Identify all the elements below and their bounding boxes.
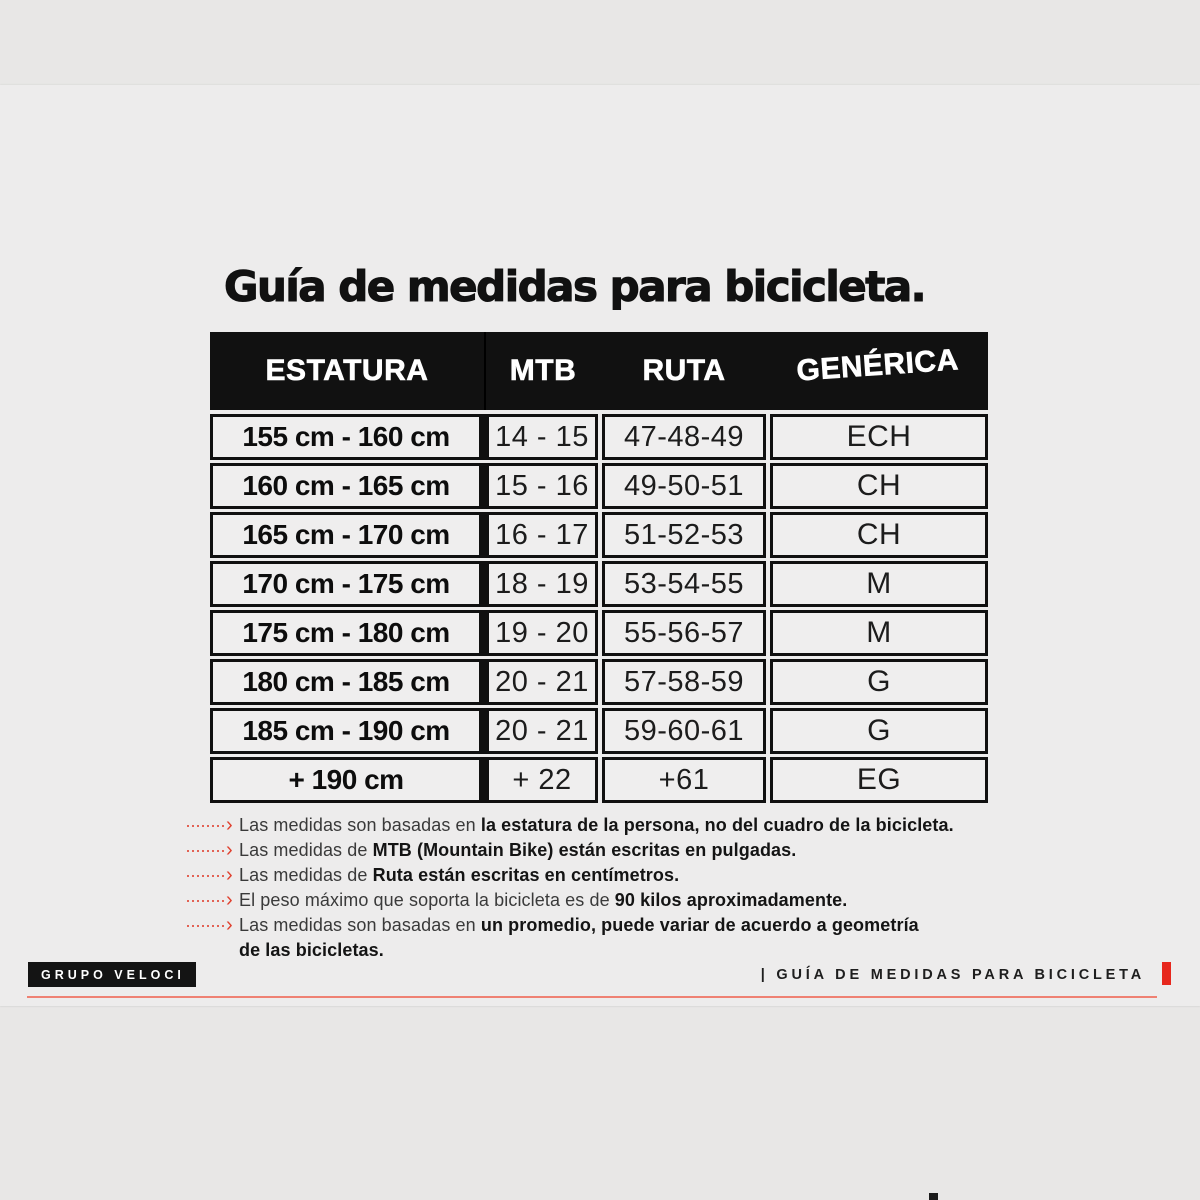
cell-mtb: + 22 bbox=[486, 757, 598, 803]
dotted-line-icon bbox=[187, 825, 225, 827]
column-header-estatura: ESTATURA bbox=[210, 332, 486, 410]
dotted-line-icon bbox=[187, 875, 225, 877]
note-text: Las medidas de MTB (Mountain Bike) están escritas en pulgadas. bbox=[239, 840, 797, 860]
cell-estatura: 155 cm - 160 cm bbox=[210, 414, 482, 460]
cell-estatura: + 190 cm bbox=[210, 757, 482, 803]
cell-estatura: 185 cm - 190 cm bbox=[210, 708, 482, 754]
cell-estatura: 165 cm - 170 cm bbox=[210, 512, 482, 558]
table-row bbox=[210, 659, 988, 705]
dotted-line-icon bbox=[187, 850, 225, 852]
chevron-right-icon: › bbox=[226, 814, 233, 836]
arrow-bullet-icon bbox=[187, 891, 239, 909]
cell-estatura: 170 cm - 175 cm bbox=[210, 561, 482, 607]
cell-mtb: 16 - 17 bbox=[486, 512, 598, 558]
cell-ruta: 49-50-51 bbox=[602, 463, 766, 509]
table-row bbox=[210, 463, 988, 509]
column-header-ruta: RUTA bbox=[642, 354, 726, 387]
cell-ruta: 57-58-59 bbox=[602, 659, 766, 705]
note-text: Las medidas son basadas en un promedio, puede variar de acuerdo a geometría de las bicicletas. bbox=[239, 915, 919, 960]
cell-generica: EG bbox=[770, 757, 988, 803]
cell-mtb: 20 - 21 bbox=[486, 659, 598, 705]
cell-generica: CH bbox=[770, 512, 988, 558]
cell-generica: ECH bbox=[770, 414, 988, 460]
cell-ruta: 55-56-57 bbox=[602, 610, 766, 656]
note-item bbox=[187, 863, 1087, 888]
cell-mtb: 18 - 19 bbox=[486, 561, 598, 607]
cell-generica: M bbox=[770, 610, 988, 656]
cell-ruta: 47-48-49 bbox=[602, 414, 766, 460]
arrow-bullet-icon bbox=[187, 916, 239, 934]
note-item bbox=[187, 813, 1087, 838]
table-row bbox=[210, 708, 988, 754]
column-header-generica: GENÉRICA bbox=[795, 343, 960, 388]
chevron-right-icon: › bbox=[226, 839, 233, 861]
dotted-line-icon bbox=[187, 925, 225, 927]
table-row bbox=[210, 561, 988, 607]
cell-generica: M bbox=[770, 561, 988, 607]
table-row bbox=[210, 414, 988, 460]
note-text: Las medidas son basadas en la estatura de la persona, no del cuadro de la bicicleta. bbox=[239, 815, 954, 835]
cell-ruta: 59-60-61 bbox=[602, 708, 766, 754]
chevron-right-icon: › bbox=[226, 889, 233, 911]
page-title: Guía de medidas para bicicleta. bbox=[224, 262, 926, 311]
footer-caption: | GUÍA DE MEDIDAS PARA BICICLETA bbox=[760, 967, 1145, 983]
notes-list bbox=[187, 813, 1087, 963]
cell-generica: CH bbox=[770, 463, 988, 509]
note-item bbox=[187, 838, 1087, 863]
cell-ruta: 53-54-55 bbox=[602, 561, 766, 607]
cell-mtb: 15 - 16 bbox=[486, 463, 598, 509]
note-text: El peso máximo que soporta la bicicleta es de 90 kilos aproximadamente. bbox=[239, 890, 848, 910]
dotted-line-icon bbox=[187, 900, 225, 902]
cell-generica: G bbox=[770, 659, 988, 705]
red-accent-mark bbox=[1162, 962, 1171, 985]
bike-size-table bbox=[210, 332, 988, 803]
column-header-mtb: MTB bbox=[509, 354, 577, 387]
chevron-right-icon: › bbox=[226, 864, 233, 886]
arrow-bullet-icon bbox=[187, 816, 239, 834]
cell-ruta: +61 bbox=[602, 757, 766, 803]
arrow-bullet-icon bbox=[187, 841, 239, 859]
cell-mtb: 19 - 20 bbox=[486, 610, 598, 656]
cell-mtb: 20 - 21 bbox=[486, 708, 598, 754]
cell-generica: G bbox=[770, 708, 988, 754]
cell-estatura: 160 cm - 165 cm bbox=[210, 463, 482, 509]
arrow-bullet-icon bbox=[187, 866, 239, 884]
brand-badge: GRUPO VELOCI bbox=[28, 962, 196, 987]
note-item bbox=[187, 888, 1087, 913]
cell-estatura: 175 cm - 180 cm bbox=[210, 610, 482, 656]
cell-mtb: 14 - 15 bbox=[486, 414, 598, 460]
cell-estatura: 180 cm - 185 cm bbox=[210, 659, 482, 705]
table-row bbox=[210, 512, 988, 558]
cell-ruta: 51-52-53 bbox=[602, 512, 766, 558]
cropped-text-fragment bbox=[929, 1193, 938, 1200]
chevron-right-icon: › bbox=[226, 914, 233, 936]
footer-divider-line bbox=[27, 996, 1157, 998]
table-row bbox=[210, 757, 988, 803]
table-header-row bbox=[210, 332, 988, 410]
note-text: Las medidas de Ruta están escritas en centímetros. bbox=[239, 865, 680, 885]
table-row bbox=[210, 610, 988, 656]
table-body bbox=[210, 414, 988, 803]
note-item bbox=[187, 913, 1087, 963]
